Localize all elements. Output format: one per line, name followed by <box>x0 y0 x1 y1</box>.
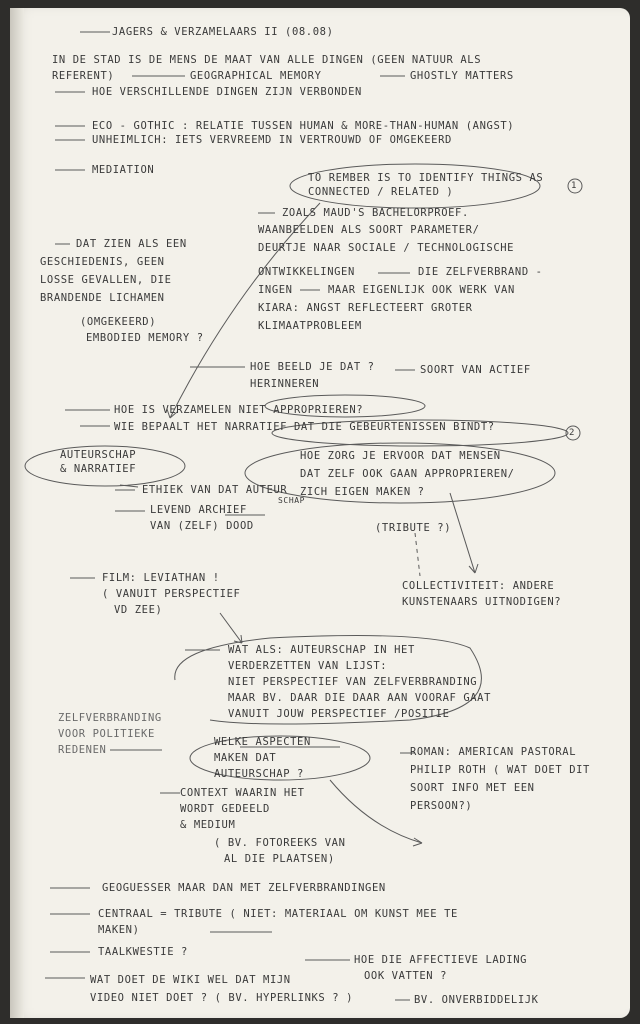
note-line: FILM: LEVIATHAN ! <box>102 572 220 584</box>
note-line: MAAR BV. DAAR DIE DAAR AAN VOORAF GAAT <box>228 692 492 704</box>
note-line: VERDERZETTEN VAN LIJST: <box>228 660 388 672</box>
note-line: ( BV. FOTOREEKS VAN <box>214 837 346 849</box>
note-line: GEOGUESSER MAAR DAN MET ZELFVERBRANDINGEN <box>102 882 386 894</box>
side-note: REDENEN <box>58 744 107 756</box>
side-note: BRANDENDE LICHAMEN <box>40 292 165 304</box>
note-line: NIET PERSPECTIEF VAN ZELFVERBRANDING <box>228 676 478 688</box>
note-line: INGEN <box>258 284 293 296</box>
notebook-spine <box>10 8 24 1018</box>
note-line: PERSOON?) <box>410 800 473 812</box>
arrow-ethics <box>120 485 138 487</box>
pencil-marks <box>10 8 630 1018</box>
arrow-film-to-whatif <box>220 613 242 643</box>
note-line: OOK VATTEN ? <box>364 970 448 982</box>
note-line: ECO - GOTHIC : RELATIE TUSSEN HUMAN & MORE-THAN-HUMAN (ANGST) <box>92 120 515 132</box>
note-line: VD ZEE) <box>114 604 163 616</box>
note-line: HOE VERSCHILLENDE DINGEN ZIJN VERBONDEN <box>92 86 362 98</box>
circled-number: 2 <box>569 428 576 438</box>
note-line: UNHEIMLICH: IETS VERVREEMD IN VERTROUWD OF OMGEKEERD <box>92 134 452 146</box>
note-line: WORDT GEDEELD <box>180 803 270 815</box>
circled-note: MAKEN DAT <box>214 752 277 764</box>
side-note: (OMGEKEERD) <box>80 316 157 328</box>
note-line: TAALKWESTIE ? <box>98 946 188 958</box>
note-line: AL DIE PLAATSEN) <box>224 853 335 865</box>
circled-note: AUTEURSCHAP <box>60 449 137 461</box>
note-line: REFERENT) <box>52 70 115 82</box>
note-line: MAKEN) <box>98 924 140 936</box>
note-line: HOE IS VERZAMELEN NIET APPROPRIEREN? <box>114 404 364 416</box>
note-line: SOORT VAN ACTIEF <box>420 364 531 376</box>
note-line: KLIMAATPROBLEEM <box>258 320 362 332</box>
note-line: KUNSTENAARS UITNODIGEN? <box>402 596 562 608</box>
note-line: DEURTJE NAAR SOCIALE / TECHNOLOGISCHE <box>258 242 515 254</box>
circled-note: & NARRATIEF <box>60 463 137 475</box>
note-line: HOE ZORG JE ERVOOR DAT MENSEN <box>300 450 501 462</box>
note-title: JAGERS & VERZAMELAARS II (08.08) <box>112 26 334 38</box>
note-line: HOE DIE AFFECTIEVE LADING <box>354 954 528 966</box>
note-line: & MEDIUM <box>180 819 236 831</box>
note-line: CENTRAAL = TRIBUTE ( NIET: MATERIAAL OM KUNST MEE TE <box>98 908 458 920</box>
circled-note: AUTEURSCHAP ? <box>214 768 304 780</box>
note-line: ROMAN: AMERICAN PASTORAL <box>410 746 577 758</box>
side-note: EMBODIED MEMORY ? <box>86 332 204 344</box>
note-line: WAANBEELDEN ALS SOORT PARAMETER/ <box>258 224 480 236</box>
note-line: WAT ALS: AUTEURSCHAP IN HET <box>228 644 415 656</box>
note-line: DAT ZELF OOK GAAN APPROPRIEREN/ <box>300 468 515 480</box>
side-note: LOSSE GEVALLEN, DIE <box>40 274 172 286</box>
note-line: MEDIATION <box>92 164 155 176</box>
note-line: VIDEO NIET DOET ? ( BV. HYPERLINKS ? ) <box>90 992 354 1004</box>
note-line: COLLECTIVITEIT: ANDERE <box>402 580 555 592</box>
side-note: ZELFVERBRANDING <box>58 712 162 724</box>
note-line: GHOSTLY MATTERS <box>410 70 514 82</box>
note-line: ZOALS MAUD'S BACHELORPROEF. <box>282 207 469 219</box>
circled-number: 1 <box>571 181 578 191</box>
note-line: MAAR EIGENLIJK OOK WERK VAN <box>328 284 515 296</box>
note-line: CONTEXT WAARIN HET <box>180 787 305 799</box>
quote-line: TO REMBER IS TO IDENTIFY THINGS AS <box>308 172 544 184</box>
side-note: GESCHIEDENIS, GEEN <box>40 256 165 268</box>
note-line: VANUIT JOUW PERSPECTIEF /POSITIE <box>228 708 450 720</box>
note-line: VAN (ZELF) DOOD <box>150 520 254 532</box>
note-line: GEOGRAPHICAL MEMORY <box>190 70 322 82</box>
side-note: DAT ZIEN ALS EEN <box>76 238 187 250</box>
note-line: HOE BEELD JE DAT ? <box>250 361 375 373</box>
circled-note: WELKE ASPECTEN <box>214 736 311 748</box>
note-line: ONTWIKKELINGEN <box>258 266 355 278</box>
note-line: DIE ZELFVERBRAND - <box>418 266 543 278</box>
note-line: BV. ONVERBIDDELIJK <box>414 994 539 1006</box>
dashed-tribute <box>415 533 420 576</box>
arrow-aspects-to-roman <box>330 780 422 843</box>
note-line: (TRIBUTE ?) <box>375 522 452 534</box>
side-note: VOOR POLITIEKE <box>58 728 155 740</box>
note-line: WIE BEPAALT HET NARRATIEF DAT DIE GEBEURTENISSEN BINDT? <box>114 421 495 433</box>
note-line: IN DE STAD IS DE MENS DE MAAT VAN ALLE DINGEN (GEEN NATUUR ALS <box>52 54 482 66</box>
note-line: ( VANUIT PERSPECTIEF <box>102 588 241 600</box>
note-line: LEVEND ARCHIEF <box>150 504 247 516</box>
note-line: KIARA: ANGST REFLECTEERT GROTER <box>258 302 473 314</box>
note-line: HERINNEREN <box>250 378 320 390</box>
arrow-how-to-collectivity <box>450 493 475 573</box>
notebook-page <box>10 8 630 1018</box>
note-line: SCHAP <box>278 496 306 505</box>
note-line: ZICH EIGEN MAKEN ? <box>300 486 425 498</box>
quote-line: CONNECTED / RELATED ) <box>308 186 454 198</box>
note-line: WAT DOET DE WIKI WEL DAT MIJN <box>90 974 291 986</box>
note-line: SOORT INFO MET EEN <box>410 782 535 794</box>
note-line: PHILIP ROTH ( WAT DOET DIT <box>410 764 590 776</box>
note-line: ETHIEK VAN DAT AUTEUR <box>142 484 288 496</box>
